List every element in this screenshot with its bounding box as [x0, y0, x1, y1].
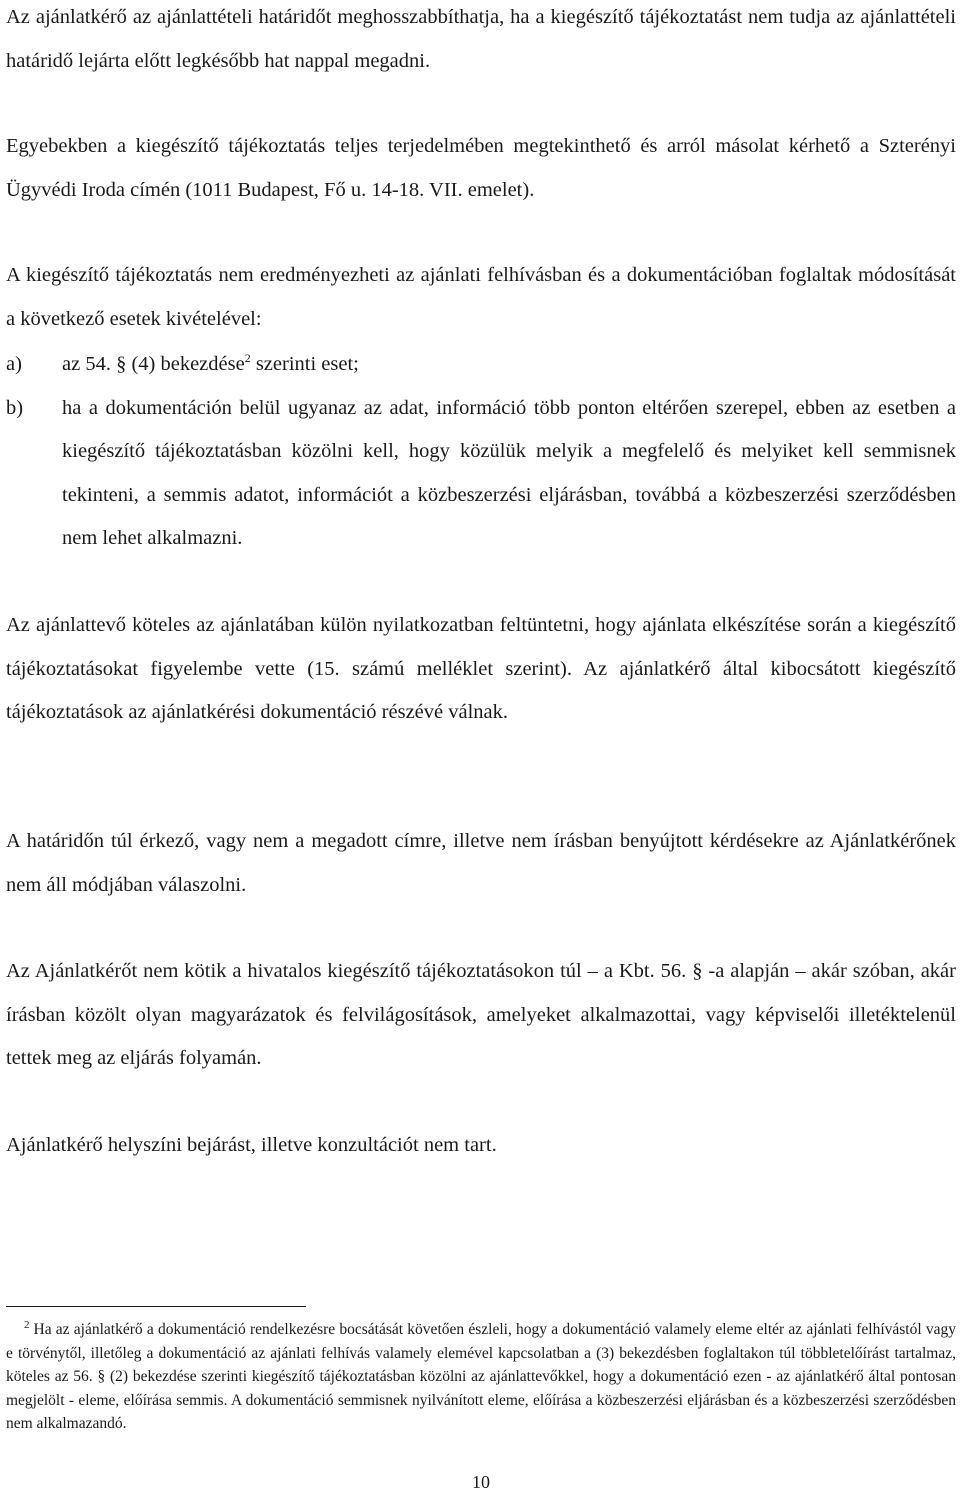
- list-text-b: ha a dokumentáción belül ugyanaz az adat, információ több ponton eltérően szerepel, ebben az esetben a kiegészítő tájékoztatásban közölni kell, hogy közülük melyik a megfelelő és melyiket kell semmisnek tekinteni, a semmis adatot, információt a közbeszerzési eljárásban, továbbá a közbeszerzési szerződésben nem lehet alkalmazni.: [62, 396, 956, 549]
- list-text-a: [62, 343, 956, 387]
- footnote-text: Ha az ajánlatkérő a dokumentáció rendelkezésre bocsátását követően észleli, hogy a dokumentáció valamely eleme eltér az ajánlati felhívástól vagy e törvénytől, illetőleg a dokumentáció az ajánlati felhívás valamely elemével kapcsolatban a (3) bekezdésben foglaltakon túl többletelőírást tartalmaz, köteles az 56. § (2) bekezdése szerinti kiegészítő tájékoztatásban közölni az ajánlattevőkkel, hogy a dokumentáció ezen - az ajánlatkérő által pontosan megjelölt - eleme, előírása semmis. A dokumentáció semmisnek nyilvánított eleme, előírása a közbeszerzési eljárásban és a közbeszerzési szerződésben nem alkalmazandó.: [6, 1321, 956, 1432]
- page-number: 10: [472, 1472, 490, 1492]
- list-text-a-after: szerinti eset;: [250, 353, 359, 375]
- list-marker-b: b): [6, 396, 24, 419]
- footnote: $^2$ Ha az ajánlatkérő a dokumentáció rendelkezésre bocsátását követően észleli, hogy a dokumentáció valamely eleme eltér az ajánlati felhívástól vagy e törvénytől, illetőleg a dokumentáció az ajánlati felhívás valamely elemével kapcsolatban a (3) bekezdésben foglaltakon túl többletelőírást tartalmaz, köteles az 56. § (2) bekezdése szerinti kiegészítő tájékoztatásban közölni az ajánlattevőkkel, hogy a dokumentáció ezen - az ajánlatkérő által pontosan megjelölt - eleme, előírása semmis. A dokumentáció semmisnek nyilvánított eleme, előírása a közbeszerzési eljárásban és a közbeszerzési szerződésben nem alkalmazandó.: [6, 1318, 956, 1432]
- list-item-a: [6, 343, 956, 387]
- paragraph-deadline-extension: Az ajánlatkérő az ajánlattételi határidőt meghosszabbíthatja, ha a kiegészítő tájékoztatást nem tudja az ajánlattételi határidő lejárta előtt legkésőbb hat nappal megadni.: [6, 6, 956, 72]
- list-item-b: [6, 387, 956, 561]
- paragraph-non-binding-explanations: Az Ajánlatkérőt nem kötik a hivatalos kiegészítő tájékoztatásokon túl – a Kbt. 56. § -a alapján – akár szóban, akár írásban közölt olyan magyarázatok és felvilágosítások, amelyeket alkalmazottai, vagy képviselői illetéktelenül tettek meg az eljárás folyamán.: [6, 960, 956, 1069]
- paragraph-modification-exceptions: A kiegészítő tájékoztatás nem eredményezheti az ajánlati felhívásban és a dokumentációban foglaltak módosítását a következő esetek kivételével:: [6, 264, 956, 330]
- footnote-divider: [6, 1306, 306, 1307]
- exceptions-list: [6, 343, 956, 561]
- paragraph-bidder-declaration: Az ajánlattevő köteles az ajánlatában külön nyilatkozatban feltüntetni, hogy ajánlata elkészítése során a kiegészítő tájékoztatásokat figyelembe vette (15. számú melléklet szerint). Az ajánlatkérő által kibocsátott kiegészítő tájékoztatások az ajánlatkérési dokumentáció részévé válnak.: [6, 614, 956, 723]
- paragraph-late-questions: A határidőn túl érkező, vagy nem a megadott címre, illetve nem írásban benyújtott kérdésekre az Ajánlatkérőnek nem áll módjában válaszolni.: [6, 830, 956, 896]
- paragraph-no-site-visit: Ajánlatkérő helyszíni bejárást, illetve konzultációt nem tart.: [6, 1134, 497, 1156]
- list-text-a-before: az 54. § (4) bekezdése: [62, 353, 245, 375]
- paragraph-viewing-location: Egyebekben a kiegészítő tájékoztatás teljes terjedelmében megtekinthető és arról másolat kérhető a Szterényi Ügyvédi Iroda címén (1011 Budapest, Fő u. 14-18. VII. emelet).: [6, 135, 956, 201]
- footnote-reference: 2: [244, 351, 251, 366]
- list-marker-a: a): [6, 353, 22, 375]
